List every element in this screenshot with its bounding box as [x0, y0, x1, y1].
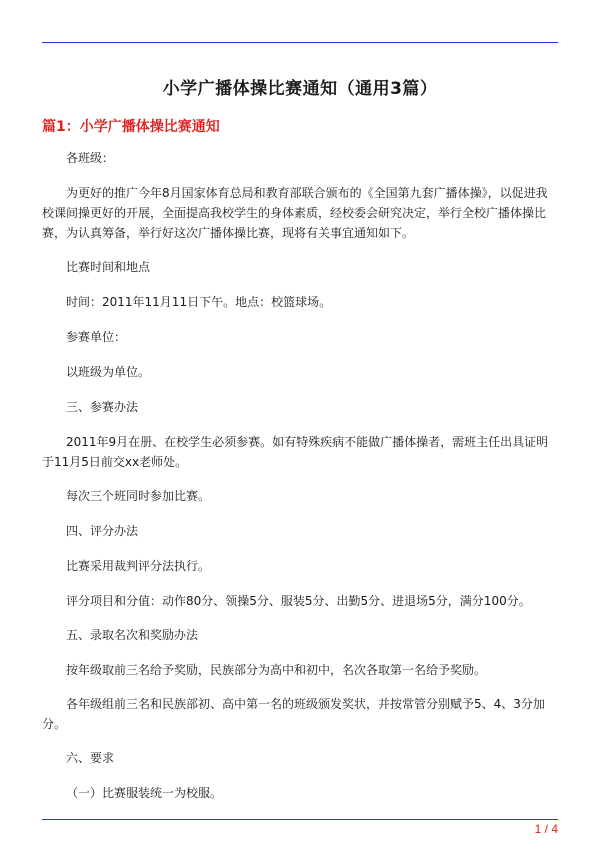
paragraph: 为更好的推广今年8月国家体育总局和教育部联合颁布的《全国第九套广播体操》，以促进我校课间操更好的开展，全面提高我校学生的身体素质，经校委会研究决定，举行全校广播体操比赛，为认真筹备，举行好这次广播体操比赛，现将有关事宜通知如下。	[42, 186, 548, 240]
paragraph: （一）比赛服装统一为校服。	[66, 786, 223, 800]
document-body	[42, 148, 556, 818]
paragraph: 比赛时间和地点	[66, 260, 151, 274]
paragraph: 按年级取前三名给予奖励，民族部分为高中和初中，名次各取第一名给予奖励。	[66, 663, 487, 677]
paragraph: 三、参赛办法	[66, 400, 139, 414]
paragraph: 五、录取名次和奖励办法	[66, 628, 199, 642]
paragraph: 四、评分办法	[66, 524, 139, 538]
paragraph: 六、要求	[66, 751, 115, 765]
paragraph: 每次三个班同时参加比赛。	[66, 489, 211, 503]
section-heading: 篇1：小学广播体操比赛通知	[42, 119, 220, 135]
paragraph: 评分项目和分值：动作80分、领操5分、服装5分、出勤5分、进退场5分，满分100分。	[66, 594, 531, 608]
paragraph: 2011年9月在册、在校学生必须参赛。如有特殊疾病不能做广播体操者，需班主任出具证明于11月5日前交xx老师处。	[42, 435, 549, 469]
footer-rule	[42, 819, 558, 820]
document-title: 小学广播体操比赛通知（通用3篇）	[162, 79, 438, 99]
paragraph: 参赛单位：	[66, 330, 127, 344]
page-indicator: 1 / 4	[534, 822, 558, 836]
paragraph: 各班级：	[66, 151, 115, 165]
paragraph: 各年级组前三名和民族部初、高中第一名的班级颁发奖状，并按常管分别赋予5、4、3分加分。	[42, 697, 545, 731]
header-rule	[42, 42, 558, 43]
paragraph: 时间：2011年11月11日下午。地点：校篮球场。	[66, 295, 332, 309]
paragraph: 比赛采用裁判评分法执行。	[66, 559, 211, 573]
paragraph: 以班级为单位。	[66, 365, 151, 379]
